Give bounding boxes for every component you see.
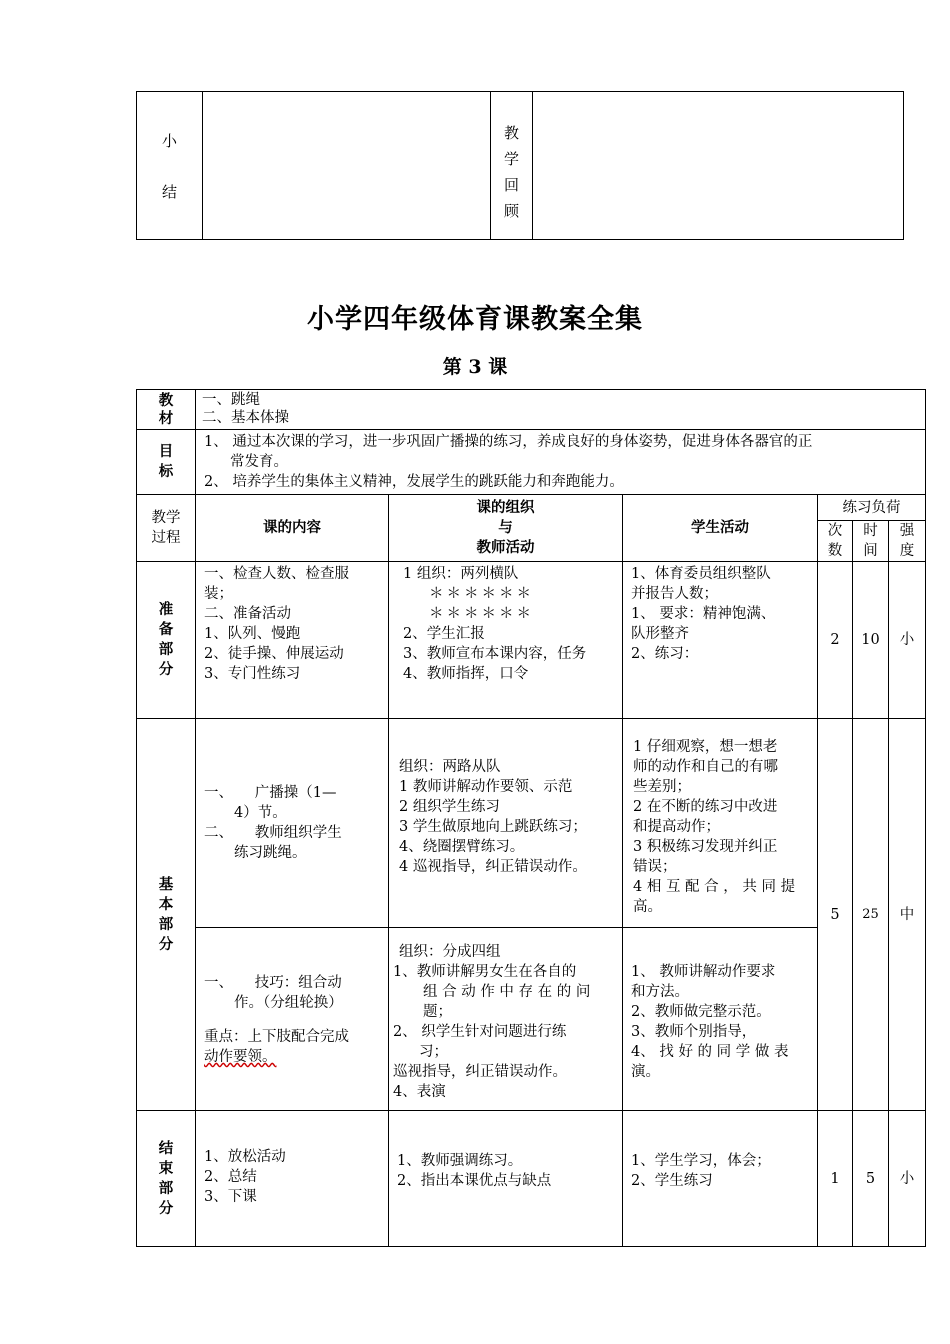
goal-label: 目 标	[137, 430, 196, 495]
review-label-char: 学	[503, 150, 519, 168]
end-content: 1、放松活动 2、总结 3、下课	[196, 1111, 389, 1247]
goal-item: 1、 通过本次课的学习，进一步巩固广播操的练习，养成良好的身体姿势，促进身体各器官的正	[204, 434, 813, 450]
lesson-number: 第 3 课	[442, 356, 508, 378]
summary-label-char: 小	[161, 132, 177, 150]
basic-a-student: 1 仔细观察，想一想老 师的动作和自己的有哪 些差别； 2 在不断的练习中改进 和提高动作； 3 积极练习发现并纠正 错误； 4 相 互 配 合 ， 共 同 提 高。	[623, 719, 818, 928]
prep-org: 1 组织：两列横队 ＊＊＊＊＊＊ ＊＊＊＊＊＊ 2、学生汇报 3、教师宣布本课内容，任务 4、教师指挥，口令	[389, 562, 623, 719]
goal-content	[196, 430, 926, 495]
basic-row-b	[137, 928, 926, 1111]
header-row	[137, 495, 926, 521]
prep-time: 10	[853, 562, 889, 719]
summary-label-cell	[137, 92, 203, 240]
material-row	[137, 390, 926, 430]
end-times: 1	[818, 1111, 853, 1247]
review-content-cell	[533, 92, 904, 240]
end-time: 5	[853, 1111, 889, 1247]
header-content: 课的内容	[196, 495, 389, 562]
material-label: 教 材	[137, 390, 196, 430]
basic-b-content: 一、 技巧：组合动 作。（分组轮换） 重点：上下肢配合完成 动作要领。	[196, 928, 389, 1111]
basic-a-org: 组织：两路从队 1 教师讲解动作要领、示范 2 组织学生练习 3 学生做原地向上跳跃练习； 4、绕圈摆臂练习。 4 巡视指导，纠正错误动作。	[389, 719, 623, 928]
review-label-char: 教	[503, 124, 519, 142]
header-load: 练习负荷	[818, 495, 926, 521]
basic-b-org: 组织：分成四组 1、教师讲解男女生在各自的 组 合 动 作 中 存 在 的 问 题； 2、 织学生针对问题进行练 习； 巡视指导，纠正错误动作。 4、表演	[389, 928, 623, 1111]
review-label-cell	[491, 92, 533, 240]
prep-student: 1、体育委员组织整队 并报告人数； 1、 要求：精神饱满、 队形整齐 2、练习：	[623, 562, 818, 719]
formation-stars: ＊＊＊＊＊＊	[429, 586, 534, 602]
end-intensity: 小	[889, 1111, 926, 1247]
material-item: 二、基本体操	[202, 410, 289, 426]
header-process: 教学 过程	[137, 495, 196, 562]
end-student: 1、学生学习，体会； 2、学生练习	[623, 1111, 818, 1247]
goal-row	[137, 430, 926, 495]
summary-table	[136, 91, 904, 240]
basic-intensity: 中	[889, 719, 926, 1111]
goal-item: 常发育。	[230, 454, 288, 470]
prep-row	[137, 562, 926, 719]
end-org: 1、教师强调练习。 2、指出本课优点与缺点	[389, 1111, 623, 1247]
material-content	[196, 390, 926, 430]
end-row	[137, 1111, 926, 1247]
end-label: 结 束 部 分	[137, 1111, 196, 1247]
summary-label-char: 结	[161, 183, 177, 201]
material-item: 一、跳绳	[202, 392, 260, 408]
prep-intensity: 小	[889, 562, 926, 719]
header-time: 时 间	[853, 521, 889, 562]
header-student: 学生活动	[623, 495, 818, 562]
header-intensity: 强 度	[889, 521, 926, 562]
header-org: 课的组织 与 教师活动	[389, 495, 623, 562]
review-label-char: 回	[503, 176, 519, 194]
basic-row-a	[137, 719, 926, 928]
basic-times: 5	[818, 719, 853, 1111]
summary-content-cell	[203, 92, 491, 240]
formation-stars: ＊＊＊＊＊＊	[429, 606, 534, 622]
basic-label: 基 本 部 分	[137, 719, 196, 1111]
prep-times: 2	[818, 562, 853, 719]
prep-label: 准 备 部 分	[137, 562, 196, 719]
basic-a-content: 一、 广播操（1— 4）节。 二、 教师组织学生 练习跳绳。	[196, 719, 389, 928]
lesson-plan-table	[136, 389, 926, 1247]
basic-b-student: 1、 教师讲解动作要求 和方法。 2、教师做完整示范。 3、教师个别指导， 4、 找 好 的 同 学 做 表 演。	[623, 928, 818, 1111]
basic-time: 25	[853, 719, 889, 1111]
prep-content: 一、检查人数、检查服 装； 二、准备活动 1、队列、慢跑 2、徒手操、伸展运动 3、专门性练习	[196, 562, 389, 719]
header-times: 次 数	[818, 521, 853, 562]
review-label-char: 顾	[503, 202, 519, 220]
page-title: 小学四年级体育课教案全集	[307, 304, 643, 335]
goal-item: 2、 培养学生的集体主义精神，发展学生的跳跃能力和奔跑能力。	[204, 474, 624, 490]
